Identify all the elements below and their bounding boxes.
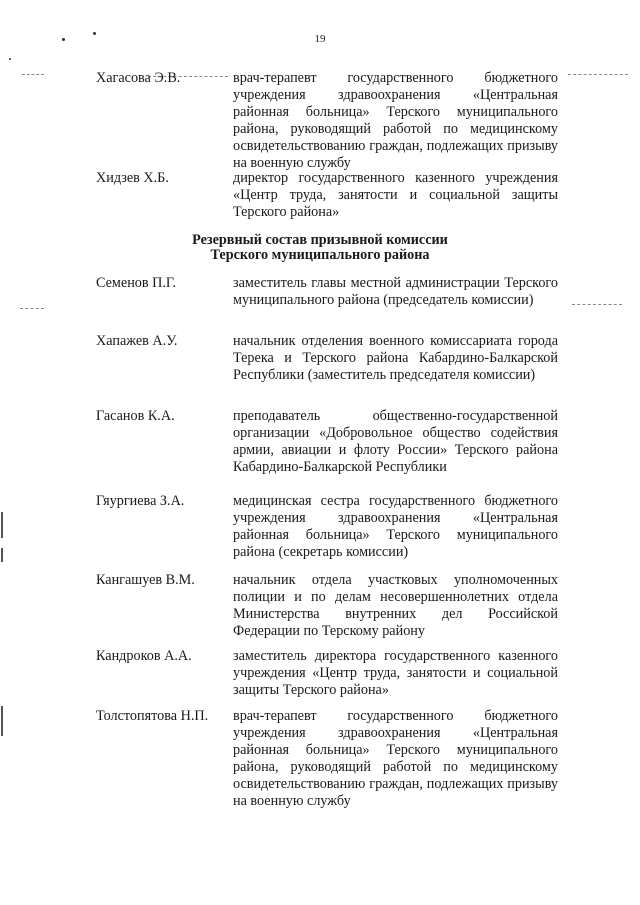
member-name: Семенов П.Г. — [96, 275, 177, 291]
scan-dash-line — [22, 74, 44, 75]
scan-dash-line — [572, 304, 622, 305]
member-name: Хапажев А.У. — [96, 333, 178, 349]
page-number: 19 — [314, 33, 326, 45]
scan-edge-mark — [1, 548, 3, 562]
member-name: Кангашуев В.М. — [96, 572, 195, 588]
reserve-member-entry — [96, 493, 558, 561]
member-role: заместитель главы местной администрации Терского муниципального района (председатель комиссии) — [233, 275, 558, 308]
reserve-member-entry — [96, 572, 558, 640]
scan-dash-line — [20, 308, 44, 309]
scan-edge-mark — [1, 706, 3, 736]
member-name: Гасанов К.А. — [96, 408, 175, 424]
member-role: преподаватель общественно-государственной организации «Добровольное общество содействия армии, авиации и флоту России» Терского района Кабардино-Балкарской Республики — [233, 408, 558, 475]
member-role: медицинская сестра государственного бюджетного учреждения здравоохранения «Центральная районная больница» Терского муниципального района (секретарь комиссии) — [233, 493, 558, 560]
member-entry — [96, 70, 558, 172]
reserve-member-entry — [96, 708, 558, 810]
reserve-member-entry — [96, 408, 558, 476]
member-role: врач-терапевт государственного бюджетного учреждения здравоохранения «Центральная районная больница» Терского муниципального района, руководящий работой по медицинскому освидетельствованию граждан, подлежащих призыву на военную службу — [233, 70, 558, 171]
member-role: врач-терапевт государственного бюджетного учреждения здравоохранения «Центральная районная больница» Терского муниципального района, руководящий работой по медицинскому освидетельствованию граждан, подлежащих призыву на военную службу — [233, 708, 558, 809]
scan-edge-mark — [1, 512, 3, 538]
section-heading — [0, 233, 640, 263]
section-heading-line: Резервный состав призывной комиссии — [192, 232, 448, 248]
member-role: директор государственного казенного учреждения «Центр труда, занятости и социальной защиты Терского района» — [233, 170, 558, 220]
scan-dash-line — [568, 74, 628, 75]
member-name: Кандроков А.А. — [96, 648, 192, 664]
member-role: заместитель директора государственного казенного учреждения «Центр труда, занятости и социальной защиты Терского района» — [233, 648, 558, 698]
member-name: Толстопятова Н.П. — [96, 708, 209, 724]
reserve-member-entry — [96, 275, 558, 309]
section-heading-line: Терского муниципального района — [210, 247, 430, 263]
member-name: Гяургиева З.А. — [96, 493, 185, 509]
member-name: Хидзев Х.Б. — [96, 170, 169, 186]
member-role: начальник отдела участковых уполномоченных полиции и по делам несовершеннолетних отдела Министерства внутренних дел Российской Федерации по Терскому району — [233, 572, 558, 639]
reserve-member-entry — [96, 333, 558, 384]
member-name: Хагасова Э.В. — [96, 70, 181, 86]
reserve-member-entry — [96, 648, 558, 699]
member-role: начальник отделения военного комиссариата города Терека и Терского района Кабардино-Балкарской Республики (заместитель председателя комиссии) — [233, 333, 558, 383]
scan-speck — [9, 58, 11, 60]
member-entry — [96, 170, 558, 221]
